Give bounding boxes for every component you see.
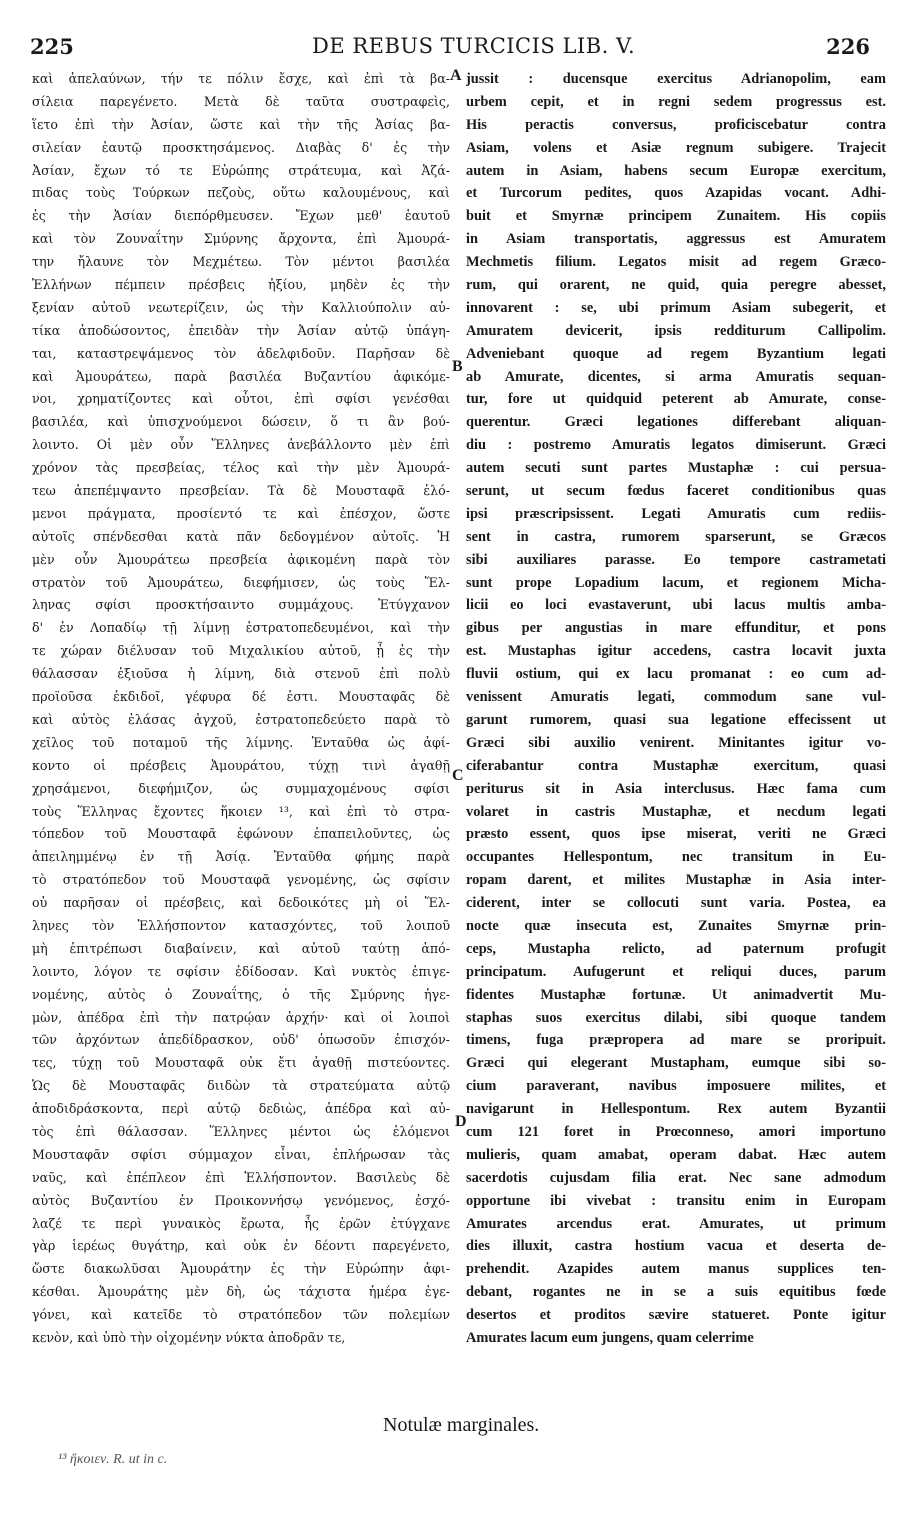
- greek-text-line: τῶν ἀρχόντων ἀπεδίδρασκον, οὐδ' ὁπωσοῦν ἐπισχόν-: [32, 1032, 450, 1048]
- greek-text-line: στρατὸν τοῦ Ἀμουράτεω, διεφήμισεν, ὡς τοὺς Ἕλ-: [32, 574, 450, 590]
- greek-text-line: ται, καταστρεψάμενος τὸν ἀδελφιδοῦν. Παρῆσαν δὲ: [32, 345, 450, 361]
- greek-text-line: χρησάμενοι, διεφήμιζον, ὡς συμμαχομένους σφίσι: [32, 780, 450, 796]
- greek-text-line: ἀπειλημμένῳ ἐν τῇ Ἀσίᾳ. Ἐνταῦθα φήμης παρὰ: [32, 849, 450, 865]
- footnote: ¹³ ἥκοιεν. R. ut in c.: [58, 1452, 168, 1467]
- latin-text-line: volaret in castris Mustaphæ, et necdum legati: [466, 803, 886, 820]
- latin-text-line: nocte quæ insecuta est, Zunaites Smyrnæ prin-: [466, 917, 886, 934]
- greek-text-line: την ἤλαυνε τὸν Μεχμέτεω. Τὸν μέντοι βασιλέα: [32, 254, 450, 270]
- latin-text-line: Amurates lacum eum jungens, quam celerrime: [466, 1329, 754, 1346]
- latin-text-line: mulieris, quam amabat, operam dabat. Hæc autem: [466, 1146, 886, 1163]
- latin-text-line: fluvii ostium, qui ex lacu promanat : eo cum ad-: [466, 666, 886, 683]
- latin-text-line: ciferabantur contra Mustaphæ exercitum, quasi: [466, 757, 886, 774]
- latin-text-line: dies illuxit, castra hostium vacua et deserta de-: [466, 1238, 886, 1255]
- latin-text-line: autem in Asiam, habens secum Europæ exercitum,: [466, 162, 886, 179]
- greek-text-line: μενοι πράγματα, προσίεντό τε καὶ ἐπέσχον, ὥστε: [32, 505, 450, 521]
- greek-text-line: αὐτοῖς σπένδεσθαι κατὰ πᾶν δεδογμένον αὐτοῖς. Ἡ: [32, 528, 450, 544]
- greek-text-line: τὸ στρατόπεδον τοῦ Μουσταφᾶ γενομένης, ὡς σφίσιν: [32, 872, 450, 888]
- latin-text-line: staphas suos exercitus dilabi, sibi quoque tandem: [466, 1009, 886, 1026]
- latin-text-line: sunt prope Lopadium lacum, et regionem Micha-: [466, 574, 886, 591]
- greek-text-line: κέσθαι. Ἀμουράτης μὲν δὴ, ὡς τάχιστα ἡμέρα ἐγε-: [32, 1284, 450, 1300]
- latin-text-line: jussit : ducensque exercitus Adrianopolim, eam: [466, 71, 886, 87]
- latin-text-line: et Turcorum pedites, quos Azapidas vocant. Adhi-: [466, 185, 886, 202]
- latin-text-line: Græci qui elegerant Mustapham, eumque sibi so-: [466, 1055, 886, 1072]
- latin-text-line: navigarunt in Hellespontum. Rex autem Byzantii: [466, 1101, 886, 1118]
- greek-text-line: Ἀσίαν, ἔχων τό τε Εὐρώπης στράτευμα, καὶ Ἀζά-: [32, 162, 450, 178]
- greek-text-line: τοὺς Ἕλληνας ἔχοντες ἥκοιεν ¹³, καὶ ἐπὶ τὸ στρα-: [32, 803, 450, 819]
- latin-text-line: sacerdotis cujusdam filia erat. Nec sane admodum: [466, 1169, 886, 1186]
- greek-text-line: λοιντο. Οἱ μὲν οὖν Ἕλληνες ἀνεβάλλοντο μὲν ἐπὶ: [32, 437, 450, 453]
- margin-marker-d: D: [455, 1113, 467, 1130]
- greek-text-line: τόπεδον τοῦ Μουσταφᾶ ἐφώνουν ἐπαπειλοῦντες, ὡς: [32, 826, 450, 842]
- greek-text-line: σιλείαν ἑαυτῷ προσκτησάμενος. Διαβὰς δ' ἐς τὴν: [32, 139, 450, 155]
- latin-text-line: autem secuti sunt partes Mustaphæ : cui persua-: [466, 460, 886, 477]
- greek-text-line: οὐ παρῆσαν οἱ πρέσβεις, καὶ δεδοικότες μὴ οἱ Ἕλ-: [32, 895, 450, 911]
- latin-text-line: venissent Amuratis legati, commodum sane vul-: [466, 689, 886, 706]
- notes-heading: Notulæ marginales.: [383, 1414, 540, 1436]
- greek-text-line: γὰρ ἱερέως θυγάτηρ, καὶ οὐκ ἐν δέοντι παρεγένετο,: [32, 1238, 450, 1254]
- greek-text-line: κοντο οἱ πρέσβεις Ἀμουράτου, τύχῃ τινὶ ἀγαθῇ: [32, 757, 450, 773]
- latin-text-line: gibus per angustias in mare effunditur, et pons: [466, 620, 886, 637]
- greek-text-line: νομένης, αὐτὸς ὁ Ζουναΐτης, ὁ τῆς Σμύρνης ἡγε-: [32, 986, 450, 1002]
- greek-text-line: προϊοῦσα ἐκδιδοῖ, γέφυρα δέ ἐστι. Μουσταφᾶς δὲ: [32, 689, 450, 705]
- greek-text-line: πιδας τοὺς Τούρκων πεζοὺς, οὕτω καλουμένους, καὶ: [32, 185, 450, 201]
- greek-text-line: καὶ αὐτὸς ἐλάσας ἀγχοῦ, ἐστρατοπεδεύετο παρὰ τὸ: [32, 711, 450, 727]
- latin-text-line: ipsi præscripsissent. Legati Amuratis cum rediis-: [466, 505, 886, 522]
- latin-text-line: fidentes Mustaphæ fortunæ. Ut animadvertit Mu-: [466, 986, 886, 1003]
- greek-text-line: βασιλέα, καὶ ὑπισχνούμενοι δώσειν, ὅ τι ἂν βού-: [32, 414, 450, 430]
- latin-text-line: Mechmetis filium. Legatos misit ad regem Græco-: [466, 254, 886, 271]
- latin-text-line: Adveniebant quoque ad regem Byzantium legati: [466, 345, 886, 362]
- latin-text-line: periturus sit in Asia interclusus. Hæc fama cum: [466, 780, 886, 797]
- greek-text-line: λαζέ τε περὶ γυναικὸς ἔρωτα, ἧς ἐρῶν ἐτύγχανε: [32, 1215, 450, 1231]
- latin-text-line: garunt rumorem, quasi sua legatione effecissent ut: [466, 711, 886, 728]
- latin-text-line: cum 121 foret in Prœconneso, amori importuno: [466, 1123, 886, 1140]
- latin-text-line: cium paraverant, navibus imposuere milites, et: [466, 1078, 886, 1095]
- latin-text-line: licii eo loci evastaverunt, ubi lacus multis amba-: [466, 597, 886, 614]
- greek-text-line: ὥστε διακωλῦσαι Ἀμουράτην ἐς τὴν Εὐρώπην ἀφι-: [32, 1261, 450, 1277]
- greek-text-line: ἐς τὴν Ἀσίαν διεπόρθμευσεν. Ἔχων μεθ' ἑαυτοῦ: [32, 208, 450, 224]
- margin-marker-c: C: [452, 767, 464, 784]
- latin-text-line: buit et Smyrnæ principem Zunaitem. His copiis: [466, 208, 886, 225]
- latin-text-line: debant, rogantes ne in se a suis equitibus fœde: [466, 1284, 886, 1301]
- greek-text-column: [32, 68, 450, 1350]
- greek-text-line: τε χώραν διέλυσαν τοῦ Μιχαλικίου αὐτοῦ, ᾗ ἐς τὴν: [32, 643, 450, 659]
- greek-text-line: Ἑλλήνων πέμπειν πρέσβεις ἠξίου, μηδὲν ἐς τὴν: [32, 277, 450, 293]
- latin-text-line: ciderent, inter se collocuti sunt varia. Postea, ea: [466, 895, 886, 912]
- greek-text-line: αὐτὸς Βυζαντίου ἐν Προικοννήσῳ γενόμενος, ἐσχό-: [32, 1192, 450, 1208]
- greek-text-line: Μουσταφᾶν σφίσι σύμμαχον εἶναι, ἐπλήρωσαν τὰς: [32, 1146, 450, 1162]
- latin-text-line: tur, fore ut quidquid peterent ab Amurate, conse-: [466, 391, 886, 408]
- greek-text-line: ληνας σφίσι προσκτήσαιντο συμμάχους. Ἐτύγχανον: [32, 597, 450, 613]
- greek-text-line: ναῦς, καὶ ἐπέπλεον ἐπὶ Ἑλλήσποντον. Βασιλεὺς δὲ: [32, 1169, 450, 1185]
- latin-text-line: ceps, Mustapha relicto, ad paternum profugit: [466, 940, 886, 957]
- greek-text-line: καὶ τὸν Ζουναΐτην Σμύρνης ἄρχοντα, ἐπὶ Ἀμουρά-: [32, 231, 450, 247]
- greek-text-line: δ' ἐν Λοπαδίῳ τῇ λίμνῃ ἐστρατοπεδευμένοι, καὶ τὴν: [32, 620, 450, 636]
- latin-text-line: est. Mustaphas igitur accedens, castra locavit juxta: [466, 643, 886, 660]
- greek-text-line: θάλασσαν ἐξιοῦσα ἡ λίμνη, διὰ στενοῦ ἐπὶ πολὺ: [32, 666, 450, 682]
- latin-text-line: querentur. Græci legationes differebant aliquan-: [466, 414, 886, 431]
- margin-marker-b: B: [452, 358, 463, 375]
- latin-text-line: innovarent : se, ubi primum Asiam subegerit, et: [466, 299, 886, 316]
- greek-text-line: χρόνον τὰς πρεσβείας, τέλος καὶ τὴν μὲν Ἀμουρά-: [32, 460, 450, 476]
- greek-text-line: τίκα ἀποδώσοντος, ἐπειδὰν τὴν Ἀσίαν αὐτῷ ὑπάγη-: [32, 322, 450, 338]
- margin-marker-a: A: [450, 67, 462, 84]
- latin-text-line: timens, fuga præpropera ad mare se proripuit.: [466, 1032, 886, 1049]
- latin-text-line: His peractis conversus, proficiscebatur contra: [466, 116, 886, 133]
- latin-text-column: [466, 68, 886, 1350]
- greek-text-line: ληνες τὸν Ἑλλήσποντον κατασχόντες, τοῦ λοιποῦ: [32, 917, 450, 933]
- greek-text-line: γόνει, καὶ κατεῖδε τὸ στρατόπεδον τῶν πολεμίων: [32, 1307, 450, 1323]
- latin-text-line: præsto essent, quos ipse miserat, veriti ne Græci: [466, 826, 886, 843]
- greek-text-line: τὸς ἐπὶ θάλασσαν. Ἕλληνες μέντοι ὡς ἑλόμενοι: [32, 1123, 450, 1139]
- page-number-left: 225: [30, 34, 74, 59]
- latin-text-line: occupantes Hellespontum, nec transitum in Eu-: [466, 849, 886, 866]
- latin-text-line: principatum. Aufugerunt et reliqui duces, parum: [466, 963, 886, 980]
- greek-text-line: μὴ ἐπιτρέπωσι διαβαίνειν, καὶ αὐτοῦ ταύτῃ ἀπό-: [32, 940, 450, 956]
- latin-text-line: ropam darent, et milites Mustaphæ in Asia inter-: [466, 872, 886, 889]
- greek-text-line: χεῖλος τοῦ ποταμοῦ τῆς λίμνης. Ἐνταῦθα ὡς ἀφί-: [32, 734, 450, 750]
- latin-text-line: opportune ibi vivebat : transitu enim in Europam: [466, 1192, 886, 1209]
- greek-text-line: Ὡς δὲ Μουσταφᾶς διιδὼν τὰ στρατεύματα αὐτῷ: [32, 1078, 450, 1094]
- latin-text-line: Amuratem devicerit, ipsis redditurum Callipolim.: [466, 322, 886, 339]
- greek-text-line: ἵετο ἐπὶ τὴν Ἀσίαν, ὥστε καὶ τὴν τῆς Ἀσίας βα-: [32, 116, 450, 132]
- page-number-right: 226: [826, 34, 870, 59]
- greek-text-line: καὶ ἀπελαύνων, τήν τε πόλιν ἔσχε, καὶ ἐπὶ τὰ βα-: [32, 71, 450, 86]
- latin-text-line: Asiam, volens et Asiæ regnum subigere. Trajecit: [466, 139, 886, 156]
- latin-text-line: Græci sibi auxilio venirent. Minitantes igitur vo-: [466, 734, 886, 751]
- greek-text-line: νοι, χρηματίζοντες καὶ οὗτοι, ἐπὶ σφίσι γενέσθαι: [32, 391, 450, 407]
- greek-text-line: λοιντο, λόγον τε σφίσιν ἐδίδοσαν. Καὶ νυκτὸς ἐπιγε-: [32, 963, 450, 979]
- greek-text-line: μὼν, ἀπέδρα ἐπὶ τὴν πατρῴαν ἀρχήν· καὶ οἱ λοιποὶ: [32, 1009, 450, 1025]
- greek-text-line: ἀποδιδράσκοντα, περὶ αὑτῷ δεδιὼς, ἀπέδρα καὶ αὐ-: [32, 1101, 450, 1117]
- latin-text-line: ab Amurate, dicentes, si arma Amuratis sequan-: [466, 368, 886, 385]
- greek-text-line: σίλεια παρεγένετο. Μετὰ δὲ ταῦτα συστραφεὶς,: [32, 93, 450, 109]
- latin-text-line: diu : postremo Amuratis legatos dimiserunt. Græci: [466, 437, 886, 454]
- page-header: [30, 34, 870, 68]
- latin-text-line: serunt, ut secum fœdus faceret conditionibus quas: [466, 483, 886, 500]
- latin-text-line: in Asiam transportatis, aggressus est Amuratem: [466, 231, 886, 248]
- latin-text-line: sent in castra, rumorem sparserunt, se Græcos: [466, 528, 886, 545]
- running-title: DE REBUS TURCICIS LIB. V.: [312, 34, 636, 58]
- latin-text-line: desertos et proditos sævire statueret. Ponte igitur: [466, 1307, 886, 1324]
- greek-text-line: τες, τύχῃ τοῦ Μουσταφᾶ οὐκ ἔτι ἀγαθῇ πιστεύοντες.: [32, 1055, 450, 1071]
- latin-text-line: Amurates arcendus erat. Amurates, ut primum: [466, 1215, 886, 1232]
- latin-text-line: sibi auxiliares parasse. Eo tempore castrametati: [466, 551, 886, 568]
- latin-text-line: prehendit. Azapides autem manus supplices ten-: [466, 1261, 886, 1278]
- greek-text-line: κενὸν, καὶ ὑπὸ τὴν οἰχομένην νύκτα ἀποδρᾶν τε,: [32, 1329, 346, 1345]
- greek-text-line: τεω ἀπεπέμψαντο πρεσβείαν. Τὰ δὲ Μουσταφᾶ ἑλό-: [32, 483, 450, 499]
- greek-text-line: μὲν οὖν Ἀμουράτεω πρεσβεία ἀφικομένη παρὰ τὸν: [32, 551, 450, 567]
- greek-text-line: ξενίαν αὐτοῦ νεωτερίζειν, ὡς τὴν Καλλιούπολιν αὐ-: [32, 299, 450, 315]
- latin-text-line: urbem cepit, et in regni sedem progressus est.: [466, 93, 886, 110]
- greek-text-line: καὶ Ἀμουράτεω, παρὰ βασιλέα Βυζαντίου ἀφικόμε-: [32, 368, 450, 384]
- latin-text-line: rum, qui orarent, ne quid, quia peregre abesset,: [466, 277, 886, 294]
